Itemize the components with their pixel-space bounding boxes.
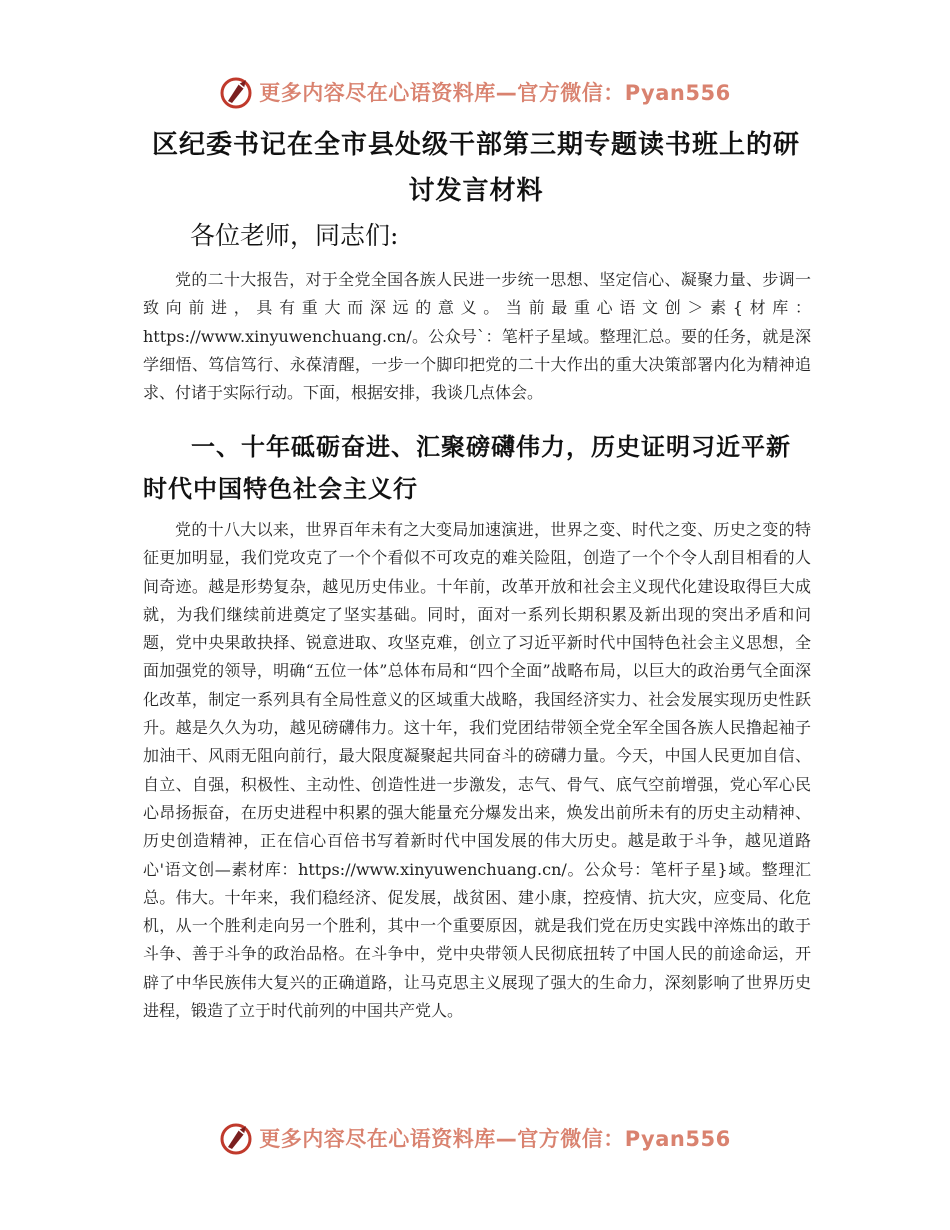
pen-nib-logo-icon	[219, 1120, 255, 1156]
section-heading-1: 一、十年砥砺奋进、汇聚磅礴伟力，历史证明习近平新时代中国特色社会主义行	[143, 432, 791, 503]
pen-nib-logo-icon	[219, 74, 255, 110]
header-banner	[0, 70, 950, 114]
banner-text: 更多内容尽在心语资料库—官方微信：Pyan556	[259, 81, 731, 105]
document-title: 区纪委书记在全市县处级干部第三期专题读书班上的研讨发言材料	[151, 130, 800, 206]
footer-banner	[0, 1116, 950, 1160]
banner-text: 更多内容尽在心语资料库—官方微信：Pyan556	[259, 1127, 731, 1151]
salutation: 各位老师，同志们:	[190, 221, 399, 250]
paragraph-intro: 党的二十大报告，对于全党全国各族人民进一步统一思想、坚定信心、凝聚力量、步调一致向前进，具有重大而深远的意义。当前最重心语文创＞素{材库：https://www.xinyuwenchuang.cn/。公众号`：笔杆子星域。整理汇总。要的任务，就是深学细悟、笃信笃行、永葆清醒，一步一个脚印把党的二十大作出的重大决策部署内化为精神追求、付诸于实际行动。下面，根据安排，我谈几点体会。	[143, 270, 811, 403]
paragraph-section-1: 党的十八大以来，世界百年未有之大变局加速演进，世界之变、时代之变、历史之变的特征更加明显，我们党攻克了一个个看似不可攻克的难关险阻，创造了一个个令人刮目相看的人间奇迹。越是形势复杂，越见历史伟业。十年前，改革开放和社会主义现代化建设取得巨大成就，为我们继续前进奠定了坚实基础。同时，面对一系列长期积累及新出现的突出矛盾和问题，党中央果敢抉择、锐意进取、攻坚克难，创立了习近平新时代中国特色社会主义思想，全面加强党的领导，明确“五位一体”总体布局和“四个全面”战略布局，以巨大的政治勇气全面深化改革，制定一系列具有全局性意义的区域重大战略，我国经济实力、社会发展实现历史性跃升。越是久久为功，越见磅礴伟力。这十年，我们党团结带领全党全军全国各族人民撸起袖子加油干、风雨无阻向前行，最大限度凝聚起共同奋斗的磅礴力量。今天，中国人民更加自信、自立、自强，积极性、主动性、创造性进一步激发，志气、骨气、底气空前增强，党心军心民心昂扬振奋，在历史进程中积累的强大能量充分爆发出来，焕发出前所未有的历史主动精神、历史创造精神，正在信心百倍书写着新时代中国发展的伟大历史。越是敢于斗争，越见道路心'语文创—素材库：https://www.xinyuwenchuang.cn/。公众号：笔杆子星}域。整理汇总。伟大。十年来，我们稳经济、促发展，战贫困、建小康，控疫情、抗大灾，应变局、化危机，从一个胜利走向另一个胜利，其中一个重要原因，就是我们党在历史实践中淬炼出的敢于斗争、善于斗争的政治品格。在斗争中，党中央带领人民彻底扭转了中国人民的前途命运，开辟了中华民族伟大复兴的正确道路，让马克思主义展现了强大的生命力，深刻影响了世界历史进程，锻造了立于时代前列的中国共产党人。	[143, 520, 811, 1021]
